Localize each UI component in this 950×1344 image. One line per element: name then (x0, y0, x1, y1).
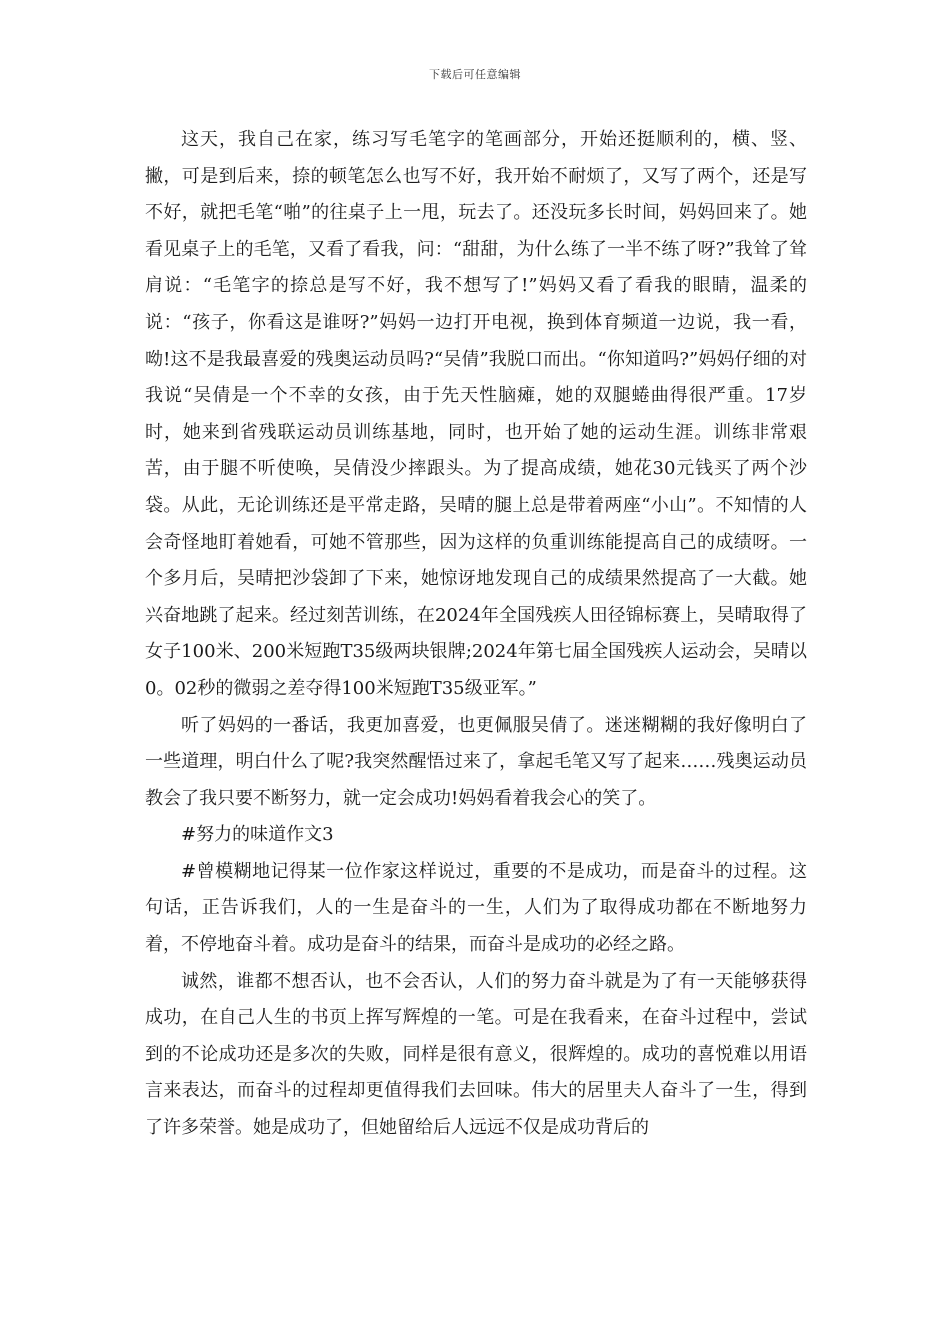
section-heading: #努力的味道作文3 (181, 824, 334, 846)
paragraph-1: 这天，我自己在家，练习写毛笔字的笔画部分，开始还挺顺利的，横、竖、撇，可是到后来，捺的顿笔怎么也写不好，我开始不耐烦了，又写了两个，还是写不好，就把毛笔“啪”的往桌子上一甩，玩去了。还没玩多长时间，妈妈回来了。她看见桌子上的毛笔，又看了看我，问：“甜甜，为什么练了一半不练了呀?”我耸了耸肩说：“毛笔字的捺总是写不好，我不想写了!”妈妈又看了看我的眼睛，温柔的说：“孩子，你看这是谁呀?”妈妈一边打开电视，换到体育频道一边说，我一看，呦!这不是我最喜爱的残奥运动员吗?“吴倩”我脱口而出。“你知道吗?”妈妈仔细的对我说“吴倩是一个不幸的女孩，由于先天性脑瘫，她的双腿蜷曲得很严重。17岁时，她来到省残联运动员训练基地，同时，也开始了她的运动生涯。训练非常艰苦，由于腿不听使唤，吴倩没少摔跟头。为了提高成绩，她花30元钱买了两个沙袋。从此，无论训练还是平常走路，吴晴的腿上总是带着两座“小山”。不知情的人会奇怪地盯着她看，可她不管那些，因为这样的负重训练能提高自己的成绩呀。一个多月后，吴晴把沙袋卸了下来，她惊讶地发现自己的成绩果然提高了一大截。她兴奋地跳了起来。经过刻苦训练，在2024年全国残疾人田径锦标赛上，吴晴取得了女子100米、200米短跑T35级两块银牌;2024年第七届全国残疾人运动会，吴晴以0。02秒的微弱之差夺得100米短跑T35级亚军。” (145, 129, 807, 699)
paragraph-3: #曾模糊地记得某一位作家这样说过，重要的不是成功，而是奋斗的过程。这句话，正告诉我们，人的一生是奋斗的一生，人们为了取得成功都在不断地努力着，不停地奋斗着。成功是奋斗的结果，而奋斗是成功的必经之路。 (145, 860, 807, 956)
document-body (145, 122, 807, 1147)
paragraph-2: 听了妈妈的一番话，我更加喜爱，也更佩服吴倩了。迷迷糊糊的我好像明白了一些道理，明白什么了呢?我突然醒悟过来了，拿起毛笔又写了起来……残奥运动员教会了我只要不断努力，就一定会成功!妈妈看着我会心的笑了。 (145, 714, 807, 809)
page-header: 下载后可任意编辑 (429, 68, 521, 81)
paragraph-4: 诚然，谁都不想否认，也不会否认，人们的努力奋斗就是为了有一天能够获得成功，在自己人生的书页上挥写辉煌的一笔。可是在我看来，在奋斗过程中，尝试到的不论成功还是多次的失败，同样是很有意义，很辉煌的。成功的喜悦难以用语言来表达，而奋斗的过程却更值得我们去回味。伟大的居里夫人奋斗了一生，得到了许多荣誉。她是成功了，但她留给后人远远不仅是成功背后的 (145, 970, 807, 1139)
